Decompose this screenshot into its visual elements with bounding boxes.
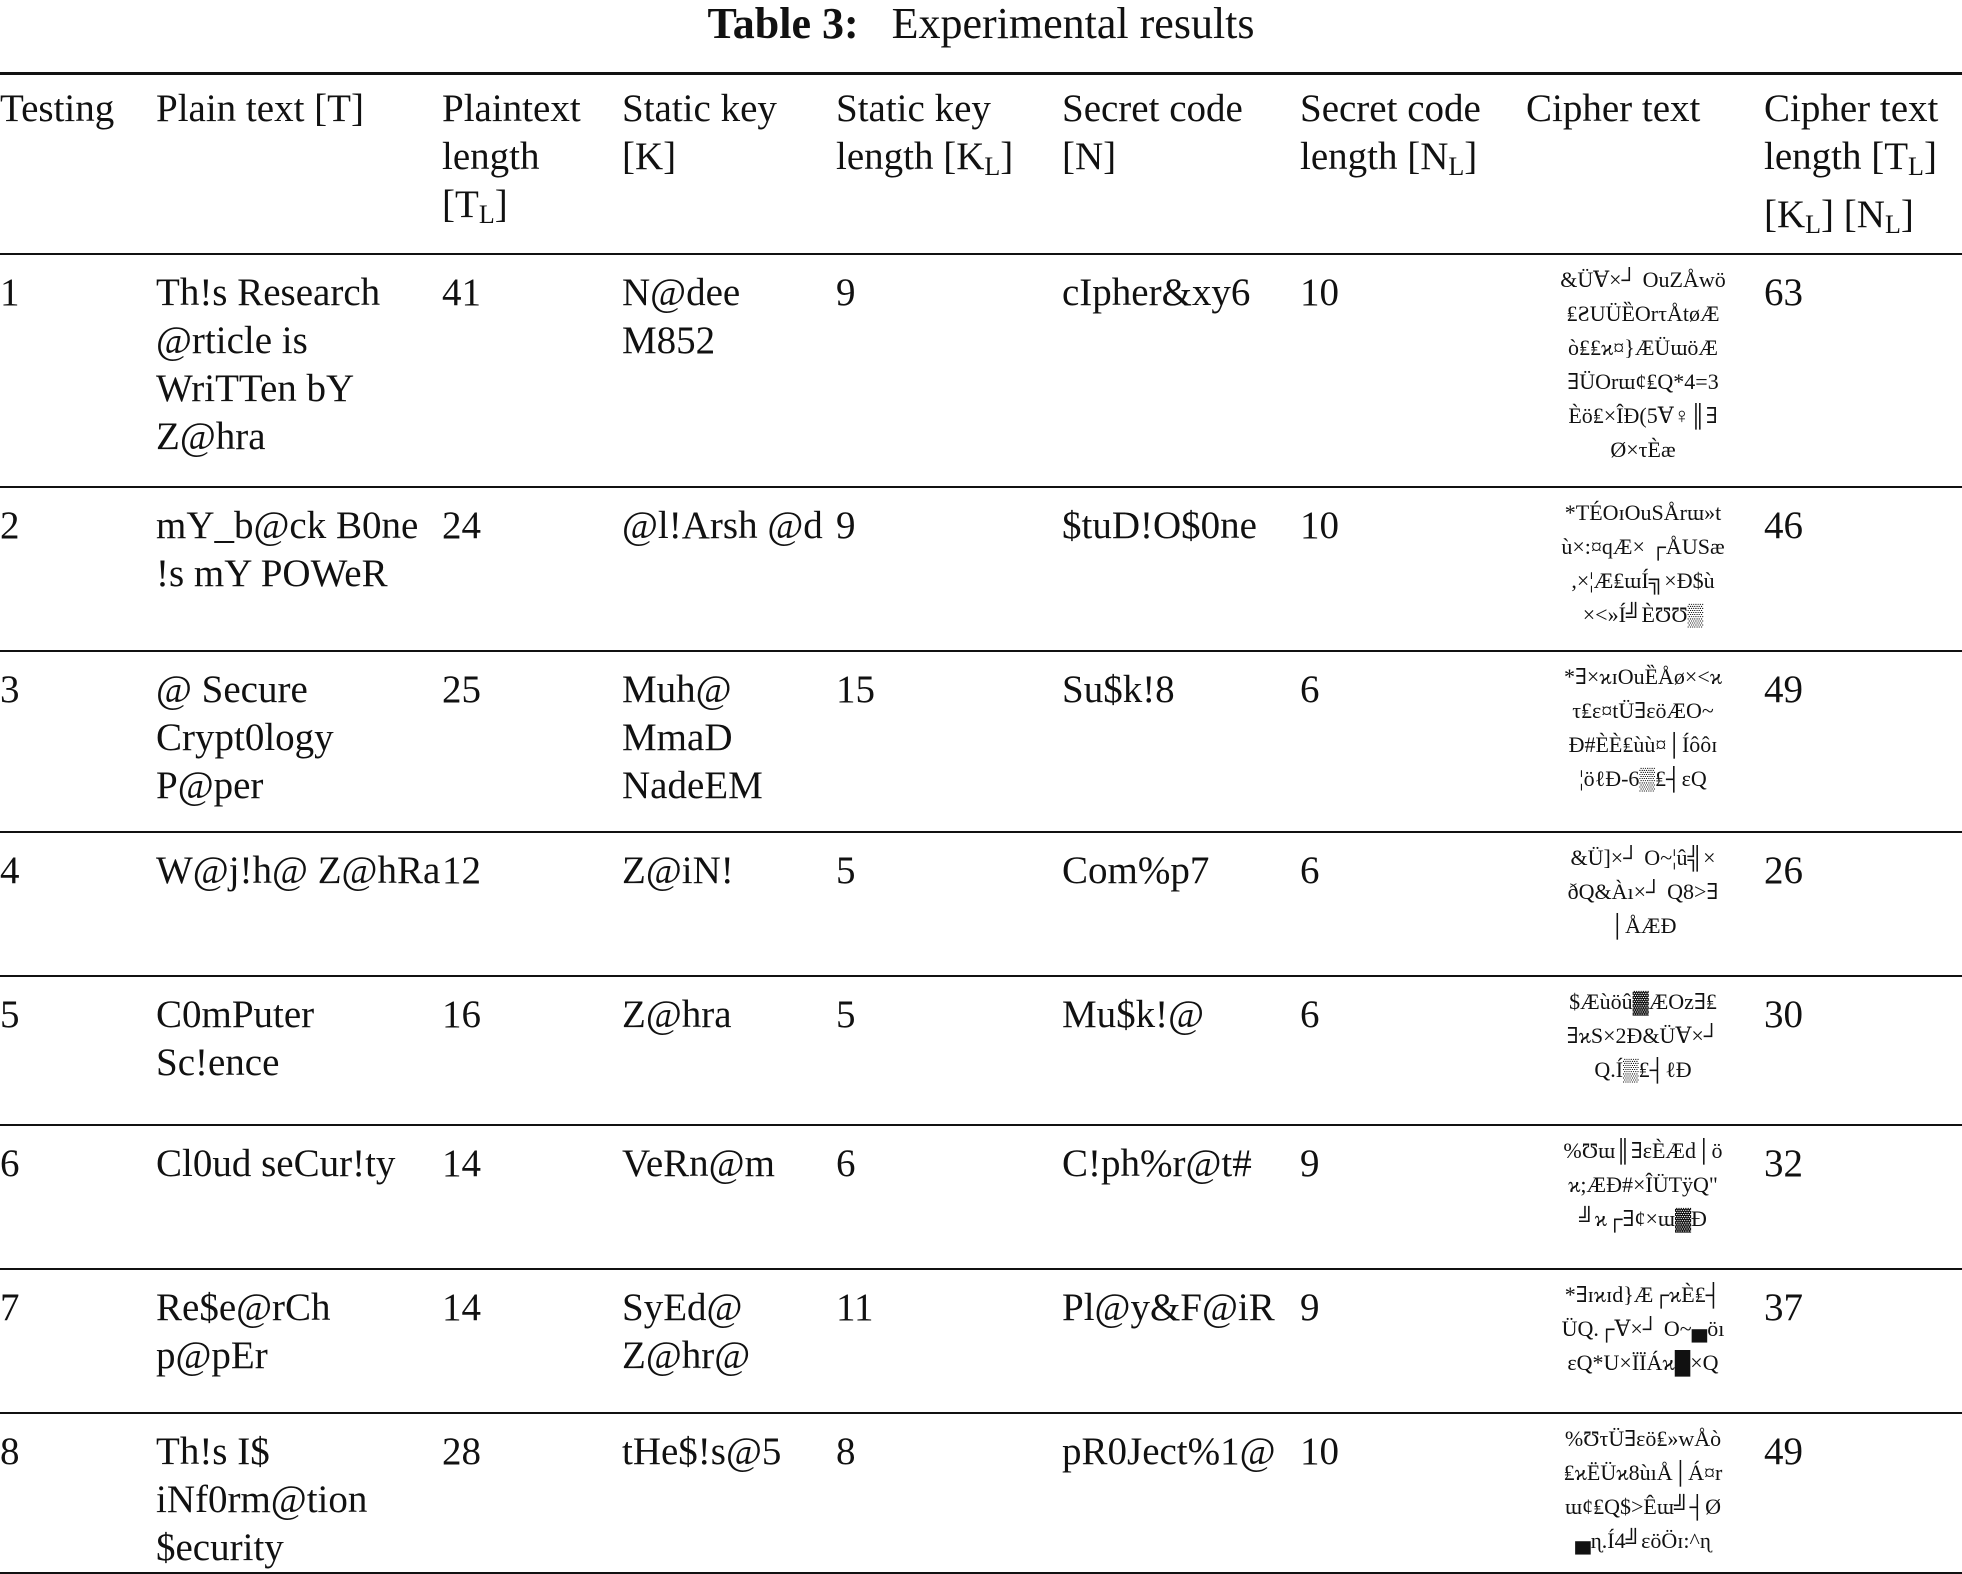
cell-secret-code-length: 10 [1300,504,1339,547]
cell-static-key: N@dee M852 [622,271,741,362]
header-plaintext-length-sub: L [478,200,495,229]
cell-secret-code-length: 10 [1300,271,1339,314]
header-cipher-text-length-sub: L [1908,152,1924,181]
header-last-end: ] [1900,193,1914,236]
header-cipher-text-length-line3 [1764,191,1962,249]
header-plaintext-length-tail: ] [494,183,508,226]
header-secret-code [1062,74,1300,255]
cell-cipher-text [1526,976,1764,1125]
cell-plain-text: Re$e@rCh p@pEr [156,1286,331,1377]
cell-cipher-text [1526,651,1764,832]
cipher-text-line: ¦öℓĐ-6▒₤┤ɛQ [1579,766,1707,791]
header-plaintext-length-line1: Plaintext [442,87,581,130]
cell-secret-code: pR0Ject%1@ [1062,1430,1276,1473]
header-last-sub2: L [1884,210,1901,239]
header-cipher-text-length-line1: Cipher text [1764,87,1939,130]
cipher-text-line: Èö₤×ÎĐ(5Ɐ♀║∃ [1568,403,1718,428]
header-secret-code-length [1300,74,1526,255]
header-testing-text: Testing [0,87,115,130]
cipher-text-line: ╝ϰ┌∃¢×ɯ▓Đ [1579,1206,1707,1231]
cell-secret-code: Mu$k!@ [1062,993,1205,1036]
cell-testing: 1 [0,271,20,314]
cell-testing: 6 [0,1142,20,1185]
cell-static-key: @l!Arsh @d [622,504,823,547]
results-table-wrap [0,72,1962,1574]
cipher-text-line: ₤ƧUÜȄOrτÅtøÆ [1566,301,1720,326]
cell-cipher-text-length: 46 [1764,504,1803,547]
cell-plaintext-length: 12 [442,849,481,892]
cell-plaintext-length: 24 [442,504,481,547]
cell-secret-code: Su$k!8 [1062,668,1175,711]
cipher-text-line: &Ü]×┘ O~¦û╣× [1570,845,1716,870]
cell-static-key-length: 6 [836,1142,856,1185]
cipher-text-line: ₤ϰËÜϰ8ùıÅ│Á¤r [1563,1460,1723,1485]
header-secret-code-length-line1: Secret code [1300,87,1481,130]
caption-title: Experimental results [891,0,1255,48]
table-row [0,254,1962,487]
cell-static-key-length: 5 [836,849,856,892]
table-row [0,1413,1962,1573]
cell-secret-code-length: 6 [1300,993,1320,1036]
cipher-text-line: &ÜⱯ×┘ OuZÅwö [1560,267,1726,292]
cell-plain-text: W@j!h@ Z@hRa [156,849,441,892]
header-cipher-text-length-line2 [1764,133,1962,191]
header-secret-code-length-line2-text: length [N [1300,135,1449,178]
cell-testing: 8 [0,1430,20,1473]
header-static-key-length-line1: Static key [836,87,991,130]
header-cipher-text-text: Cipher text [1526,87,1701,130]
header-last-part1: [K [1764,193,1806,236]
cell-plaintext-length: 14 [442,1286,481,1329]
cell-static-key: Z@hra [622,993,732,1036]
cell-testing: 7 [0,1286,20,1329]
cell-plaintext-length: 16 [442,993,481,1036]
header-plaintext-length-line2: length [442,135,540,178]
cell-plain-text: Th!s I$ iNf0rm@tion $ecurity [156,1430,368,1569]
header-secret-code-length-tail: ] [1464,135,1478,178]
cell-cipher-text [1526,832,1764,976]
cell-plaintext-length: 25 [442,668,481,711]
cell-cipher-text [1526,487,1764,651]
header-cipher-text-length-tail: ] [1923,135,1937,178]
cell-secret-code: cIpher&xy6 [1062,271,1251,314]
table-row [0,1125,1962,1269]
header-testing [0,74,156,255]
table-row [0,651,1962,832]
cell-plain-text: Th!s Research @rticle is WriTTen bY Z@hra [156,271,381,458]
cell-plain-text: @ Secure Crypt0logy P@per [156,668,334,807]
cipher-text-line: %Ʊɯ║∃ɛÈÆd│ö [1563,1138,1723,1163]
cell-plaintext-length: 14 [442,1142,481,1185]
cell-testing: 4 [0,849,20,892]
cell-static-key-length: 9 [836,271,856,314]
cell-static-key-length: 11 [836,1286,874,1329]
cell-secret-code-length: 6 [1300,668,1320,711]
cipher-text-line: ×<»Í╝ÈƱƱ▒ [1582,602,1704,627]
header-plain-text [156,74,442,255]
cipher-text-line: ∃ϰS×2Đ&ÜⱯ×┘ [1566,1023,1720,1048]
header-cipher-text [1526,74,1764,255]
cell-cipher-text-length: 32 [1764,1142,1803,1185]
header-plain-text-text: Plain text [T] [156,87,364,130]
header-cipher-text-length [1764,74,1962,255]
header-plaintext-length [442,74,622,255]
cell-cipher-text-length: 49 [1764,668,1803,711]
cell-static-key: SyEd@ Z@hr@ [622,1286,751,1377]
cell-static-key: VeRn@m [622,1142,775,1185]
cipher-text-line: ɯ¢₤Q$>Êɯ╝┤Ø [1564,1494,1722,1519]
cell-cipher-text [1526,1413,1764,1573]
header-row [0,74,1962,255]
cipher-text-line: τ₤ɛ¤tÜ∃ɛöÆO~ [1572,698,1714,723]
cell-secret-code-length: 10 [1300,1430,1339,1473]
table-body [0,254,1962,1573]
cell-cipher-text-length: 30 [1764,993,1803,1036]
cipher-text-line: ÜQ.┌Ɐ×┘ O~▄öı [1561,1316,1725,1341]
cipher-text-line: ,×¦Æ₤ɯÍ╗×Đ$ù [1571,568,1715,593]
cell-plain-text: C0mPuter Sc!ence [156,993,315,1084]
cell-cipher-text-length: 49 [1764,1430,1803,1473]
cell-testing: 3 [0,668,20,711]
cipher-text-line: ðQ&Àı×┘ Q8>∃ [1567,879,1719,904]
caption-label: Table 3: [707,0,859,48]
header-secret-code-length-sub: L [1448,152,1465,181]
cell-cipher-text-length: 26 [1764,849,1803,892]
header-static-key-line1: Static key [622,87,777,130]
caption-spacer [870,0,881,48]
cell-secret-code: $tuD!O$0ne [1062,504,1257,547]
cell-secret-code: Pl@y&F@iR [1062,1286,1275,1329]
header-plaintext-length-line3-text: [T [442,183,479,226]
cipher-text-line: Đ#ÈÈ₤ùù¤│Íôôɪ [1568,732,1718,757]
cipher-text-line: Q.Í▒₤┤ℓĐ [1594,1057,1692,1082]
cell-testing: 5 [0,993,20,1036]
cell-static-key: Z@iN! [622,849,734,892]
header-last-sub1: L [1805,210,1822,239]
cell-static-key-length: 8 [836,1430,856,1473]
cipher-text-line: │ÅÆĐ [1609,913,1677,938]
table-row [0,487,1962,651]
cell-cipher-text-length: 63 [1764,271,1803,314]
header-secret-code-line2: [N] [1062,135,1117,178]
table-row [0,832,1962,976]
header-cipher-text-length-line2-text: length [T [1764,135,1909,178]
cipher-text-line: %ƱτÜ∃ɛö₤»wÅò [1564,1426,1722,1451]
cipher-text-line: ϰ;ÆĐ#×ÎÜTÿQ" [1568,1172,1718,1197]
cipher-text-line: ▄ɳ.Í4╝ɛöÖɪ:^ɳ [1575,1528,1711,1553]
results-table [0,72,1962,1574]
header-static-key-line2: [K] [622,135,677,178]
table-caption [0,0,1962,48]
cell-testing: 2 [0,504,20,547]
cell-static-key-length: 9 [836,504,856,547]
header-secret-code-line1: Secret code [1062,87,1243,130]
cell-plain-text: mY_b@ck B0ne !s mY POWeR [156,504,419,595]
header-last-mid: ] [N [1821,193,1885,236]
header-static-key [622,74,836,255]
cell-plaintext-length: 41 [442,271,481,314]
cell-cipher-text [1526,1269,1764,1413]
header-static-key-length-line2-text: length [K [836,135,985,178]
cell-plain-text: Cl0ud seCur!ty [156,1142,396,1185]
cell-cipher-text [1526,254,1764,487]
cell-secret-code: Com%p7 [1062,849,1210,892]
header-static-key-length-sub: L [984,152,1001,181]
cell-static-key: tHe$!s@5 [622,1430,782,1473]
cell-secret-code-length: 9 [1300,1286,1320,1329]
cipher-text-line: ∃ÜOrɯ¢₤Q*4=3 [1567,369,1719,394]
table-row [0,1269,1962,1413]
header-secret-code-length-line2 [1300,133,1526,191]
cell-static-key-length: 15 [836,668,875,711]
cell-plaintext-length: 28 [442,1430,481,1473]
cipher-text-line: *TÉOɪOuSÅrɯ»t [1564,500,1722,525]
cipher-text-line: *∃ɪϰɪd}Æ┌ϰÈ₤┤ [1564,1282,1722,1307]
header-plaintext-length-line3 [442,181,622,239]
header-static-key-length-line2 [836,133,1062,191]
cell-cipher-text-length: 37 [1764,1286,1803,1329]
cipher-text-line: ù×:¤qÆ× ┌ÅUSæ [1561,534,1725,559]
cell-secret-code: C!ph%r@t# [1062,1142,1252,1185]
cell-secret-code-length: 9 [1300,1142,1320,1185]
cell-static-key: Muh@ MmaD NadeEM [622,668,763,807]
table-row [0,976,1962,1125]
cell-secret-code-length: 6 [1300,849,1320,892]
cipher-text-line: ɛQ*U×ÏÏÁϰ█×Q [1567,1350,1719,1375]
header-static-key-length [836,74,1062,255]
header-static-key-length-tail: ] [1000,135,1014,178]
cipher-text-line: $Æùöû▓ÆOz∃₤ [1569,989,1717,1014]
cell-static-key-length: 5 [836,993,856,1036]
cipher-text-line: ò₤₤ϰ¤}ÆÜɯöÆ [1567,335,1718,360]
cipher-text-line: *∃×ϰɪOuȄÅø×<ϰ [1563,664,1723,689]
cell-cipher-text [1526,1125,1764,1269]
cipher-text-line: Ø×τÈæ [1610,437,1676,462]
